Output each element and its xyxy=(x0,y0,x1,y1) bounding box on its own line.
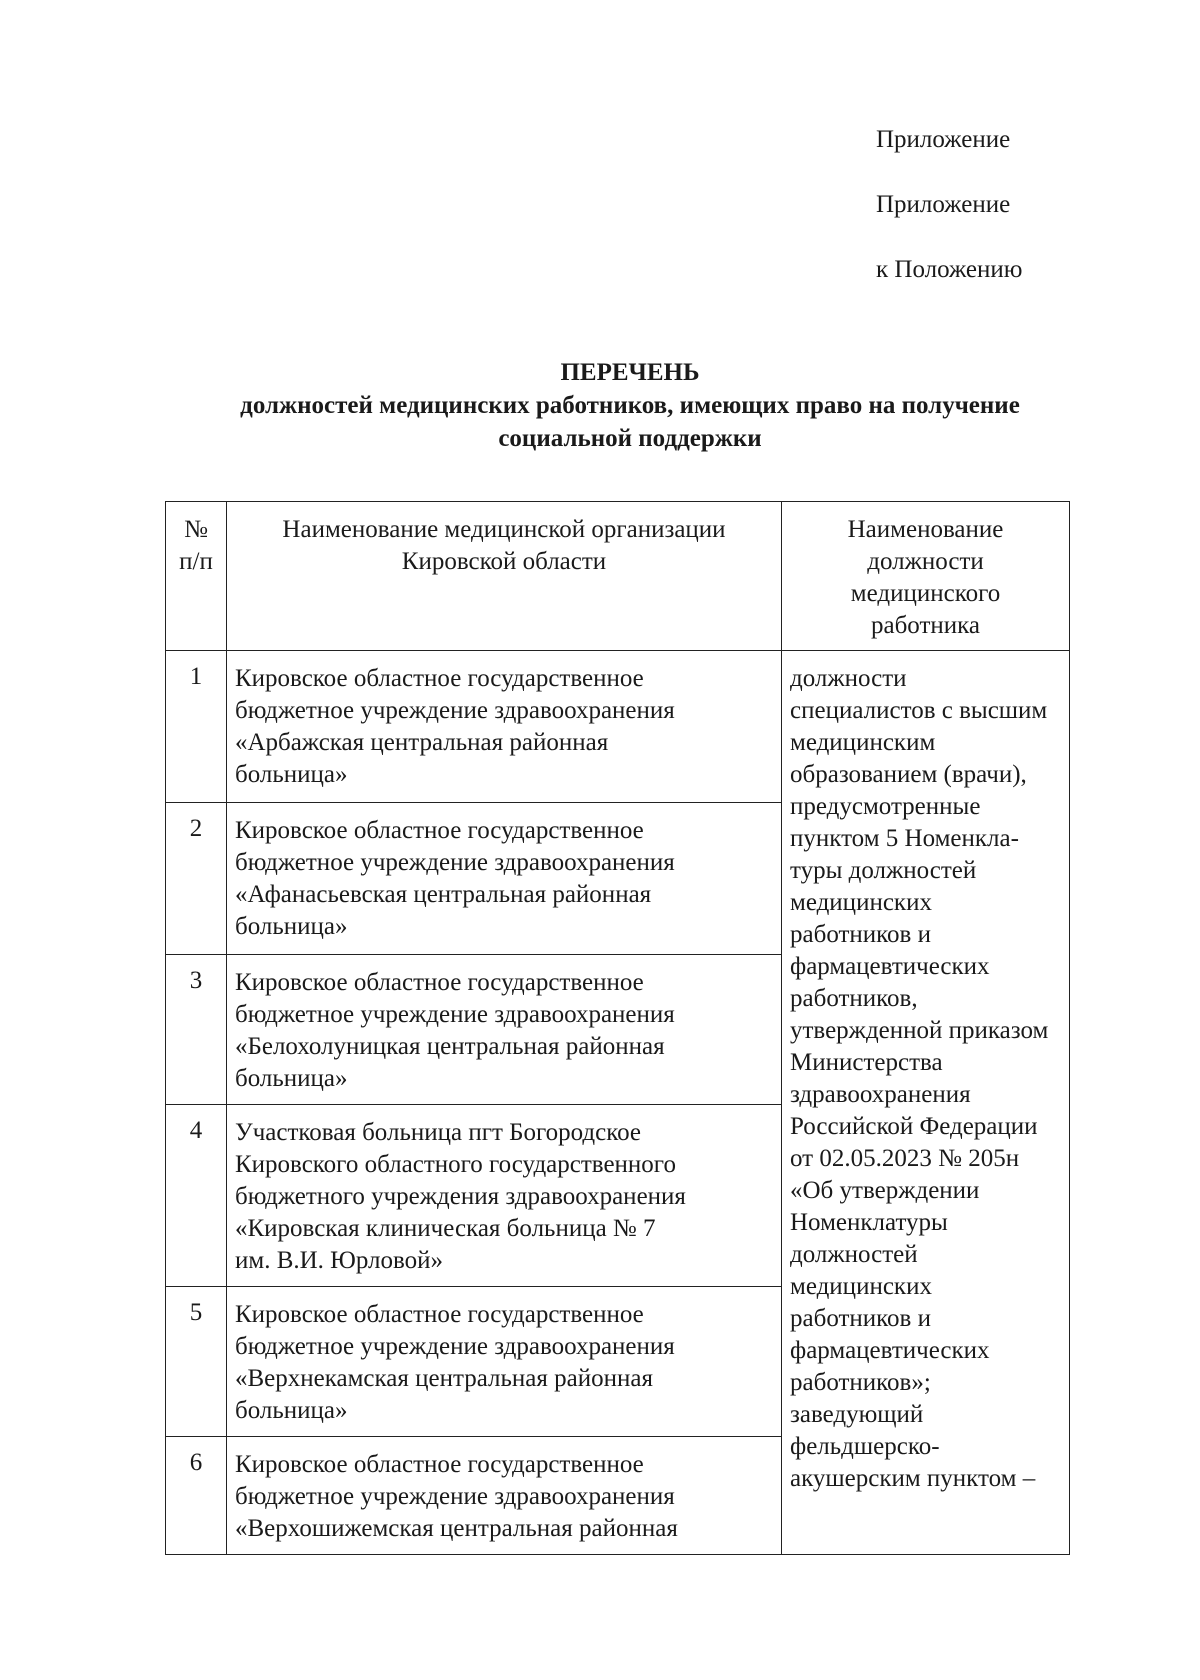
row-number: 1 xyxy=(166,651,227,803)
position-line: «Об утверждении xyxy=(790,1177,980,1204)
organization-line: больница» xyxy=(235,1065,348,1092)
position-line: утвержденной приказом xyxy=(790,1017,1049,1044)
positions-table xyxy=(165,501,1070,1555)
organization-line: бюджетного учреждения здравоохранения xyxy=(235,1183,686,1210)
row-number: 3 xyxy=(166,955,227,1105)
organization-line: «Белохолуницкая центральная районная xyxy=(235,1033,665,1060)
organization-line: «Афанасьевская центральная районная xyxy=(235,881,652,908)
header-organization-line: Кировской области xyxy=(401,548,607,575)
organization-name xyxy=(227,955,782,1105)
position-line: пунктом 5 Номенкла- xyxy=(790,825,1019,852)
position-line: медицинских xyxy=(790,1273,932,1300)
position-line: фельдшерско- xyxy=(790,1433,940,1460)
header-position-line: Наименование xyxy=(847,516,1004,543)
row-number: 5 xyxy=(166,1287,227,1437)
position-line: работников и xyxy=(790,1305,931,1332)
position-line: медицинским xyxy=(790,729,936,756)
position-line: от 02.05.2023 № 205н xyxy=(790,1145,1020,1172)
position-line: Российской Федерации xyxy=(790,1113,1038,1140)
organization-line: Кировское областное государственное xyxy=(235,817,644,844)
position-line: медицинских xyxy=(790,889,932,916)
position-line: здравоохранения xyxy=(790,1081,971,1108)
position-line: работников и xyxy=(790,921,931,948)
row-number: 4 xyxy=(166,1105,227,1287)
header-position xyxy=(782,502,1070,651)
title-subline-2: социальной поддержки xyxy=(498,425,762,452)
header-position-line: медицинского xyxy=(850,580,1001,607)
organization-name xyxy=(227,651,782,803)
row-number: 2 xyxy=(166,803,227,955)
title-main: ПЕРЕЧЕНЬ xyxy=(560,359,700,386)
position-line: работников»; xyxy=(790,1369,931,1396)
position-line: акушерским пунктом – xyxy=(790,1465,1036,1492)
organization-line: «Верхошижемская центральная районная xyxy=(235,1515,678,1542)
position-line: фармацевтических xyxy=(790,953,990,980)
row-number: 6 xyxy=(166,1437,227,1555)
organization-line: Кировское областное государственное xyxy=(235,1451,644,1478)
position-line: должности xyxy=(790,665,907,692)
position-line: специалистов с высшим xyxy=(790,697,1048,724)
header-position-line: должности xyxy=(867,548,984,575)
organization-name xyxy=(227,1287,782,1437)
position-line: фармацевтических xyxy=(790,1337,990,1364)
organization-line: Кировского областного государственного xyxy=(235,1151,676,1178)
position-line: Номенклатуры xyxy=(790,1209,948,1236)
table-header-row xyxy=(166,502,1070,651)
position-line: заведующий xyxy=(790,1401,924,1428)
header-number-line: п/п xyxy=(179,548,213,575)
position-line: Министерства xyxy=(790,1049,943,1076)
position-line: предусмотренные xyxy=(790,793,981,820)
organization-line: «Верхнекамская центральная районная xyxy=(235,1365,653,1392)
organization-line: бюджетное учреждение здравоохранения xyxy=(235,849,675,876)
organization-line: Кировское областное государственное xyxy=(235,969,644,996)
organization-line: «Кировская клиническая больница № 7 xyxy=(235,1215,656,1242)
position-line: должностей xyxy=(790,1241,918,1268)
header-organization xyxy=(227,502,782,651)
header-organization-line: Наименование медицинской организации xyxy=(282,516,726,543)
header-number-line: № xyxy=(184,516,208,543)
organization-line: Участковая больница пгт Богородское xyxy=(235,1119,642,1146)
title-subline: должностей медицинских работников, имеющих право на получение xyxy=(240,392,1020,419)
appendix-label: Приложение xyxy=(876,126,1011,153)
organization-line: бюджетное учреждение здравоохранения xyxy=(235,697,675,724)
organization-line: больница» xyxy=(235,1397,348,1424)
appendix-to-regulation: к Положению xyxy=(876,256,1023,283)
organization-line: «Арбажская центральная районная xyxy=(235,729,609,756)
organization-name xyxy=(227,803,782,955)
organization-line: им. В.И. Юрловой» xyxy=(235,1247,444,1274)
position-description xyxy=(782,651,1070,1555)
table-row xyxy=(166,651,1070,803)
position-line: туры должностей xyxy=(790,857,977,884)
organization-name xyxy=(227,1105,782,1287)
position-line: образованием (врачи), xyxy=(790,761,1027,788)
organization-name xyxy=(227,1437,782,1555)
organization-line: бюджетное учреждение здравоохранения xyxy=(235,1483,675,1510)
document-title xyxy=(150,356,1110,455)
organization-line: больница» xyxy=(235,913,348,940)
organization-line: Кировское областное государственное xyxy=(235,1301,644,1328)
organization-line: бюджетное учреждение здравоохранения xyxy=(235,1001,675,1028)
organization-line: бюджетное учреждение здравоохранения xyxy=(235,1333,675,1360)
organization-line: Кировское областное государственное xyxy=(235,665,644,692)
organization-line: больница» xyxy=(235,761,348,788)
appendix-label-2: Приложение xyxy=(876,191,1011,218)
position-line: работников, xyxy=(790,985,918,1012)
header-number xyxy=(166,502,227,651)
header-position-line: работника xyxy=(870,612,981,639)
